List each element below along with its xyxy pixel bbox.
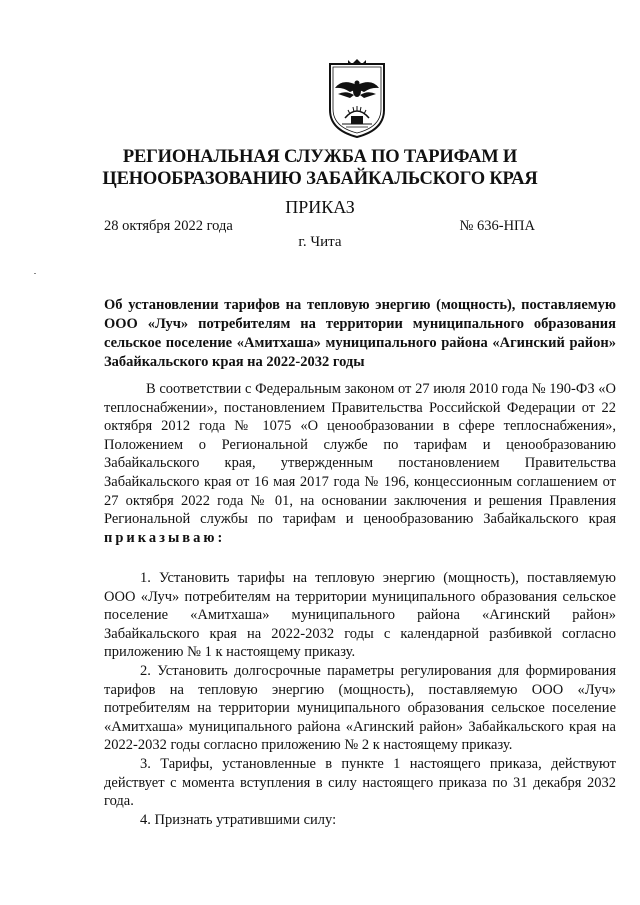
margin-mark (34, 273, 36, 274)
document-type: ПРИКАЗ (285, 197, 355, 217)
order-item-1: 1. Установить тарифы на тепловую энергию (мощность), поставляемую ООО «Луч» потребителям на территории муниципального образования сельское поселение «Амитхаша» муниципального района «Агинский район» Забайкальского края на 2022-2032 годы с календарной разбивкой согласно приложению № 1 к настоящему приказу. (104, 570, 616, 661)
document-date: 28 октября 2022 года (104, 218, 233, 234)
coat-of-arms-icon (324, 58, 390, 140)
order-item-4: 4. Признать утратившими силу: (140, 811, 337, 828)
organization-name-line-2: ЦЕНООБРАЗОВАНИЮ ЗАБАЙКАЛЬСКОГО КРАЯ (102, 169, 538, 189)
document-subject: Об установлении тарифов на тепловую энергию (мощность), поставляемую ООО «Луч» потребителям на территории муниципального образования сельское поселение «Амитхаша» муниципального района «Агинский район» Забайкальского края на 2022-2032 годы (104, 297, 616, 370)
preamble-paragraph (104, 380, 616, 547)
organization-name (100, 146, 540, 190)
preamble-text: В соответствии с Федеральным законом от 27 июля 2010 года № 190-ФЗ «О теплоснабжении», постановлением Правительства Российской Федерации от 22 октября 2012 года № 1075 «О ценообразовании в сфере теплоснабжения», Положением о Региональной службе по тарифам и ценообразованию Забайкальского края, утвержденным постановлением Правительства Забайкальского края от 16 мая 2017 года № 196, концессионным соглашением от 27 октября 2022 года № 01, на основании заключения и решения Правления Региональной службы по тарифам и ценообразованию Забайкальского края (104, 381, 616, 528)
order-item-3: 3. Тарифы, установленные в пункте 1 настоящего приказа, действуют действует с момента вступления в силу настоящего приказа по 31 декабря 2032 года. (104, 755, 616, 810)
order-item-2: 2. Установить долгосрочные параметры регулирования для формирования тарифов на тепловую энергию (мощность), поставляемую ООО «Луч» потребителям на территории муниципального образования сельское поселение «Амитхаша» муниципального района «Агинский район» Забайкальского края на 2022-2032 годы согласно приложению № 2 к настоящему приказу. (104, 662, 616, 754)
order-items (104, 569, 616, 829)
document-number: № 636-НПА (459, 218, 535, 234)
order-word: приказываю: (104, 529, 226, 546)
document-city: г. Чита (298, 234, 342, 250)
organization-name-line-1: РЕГИОНАЛЬНАЯ СЛУЖБА ПО ТАРИФАМ И (122, 147, 518, 167)
